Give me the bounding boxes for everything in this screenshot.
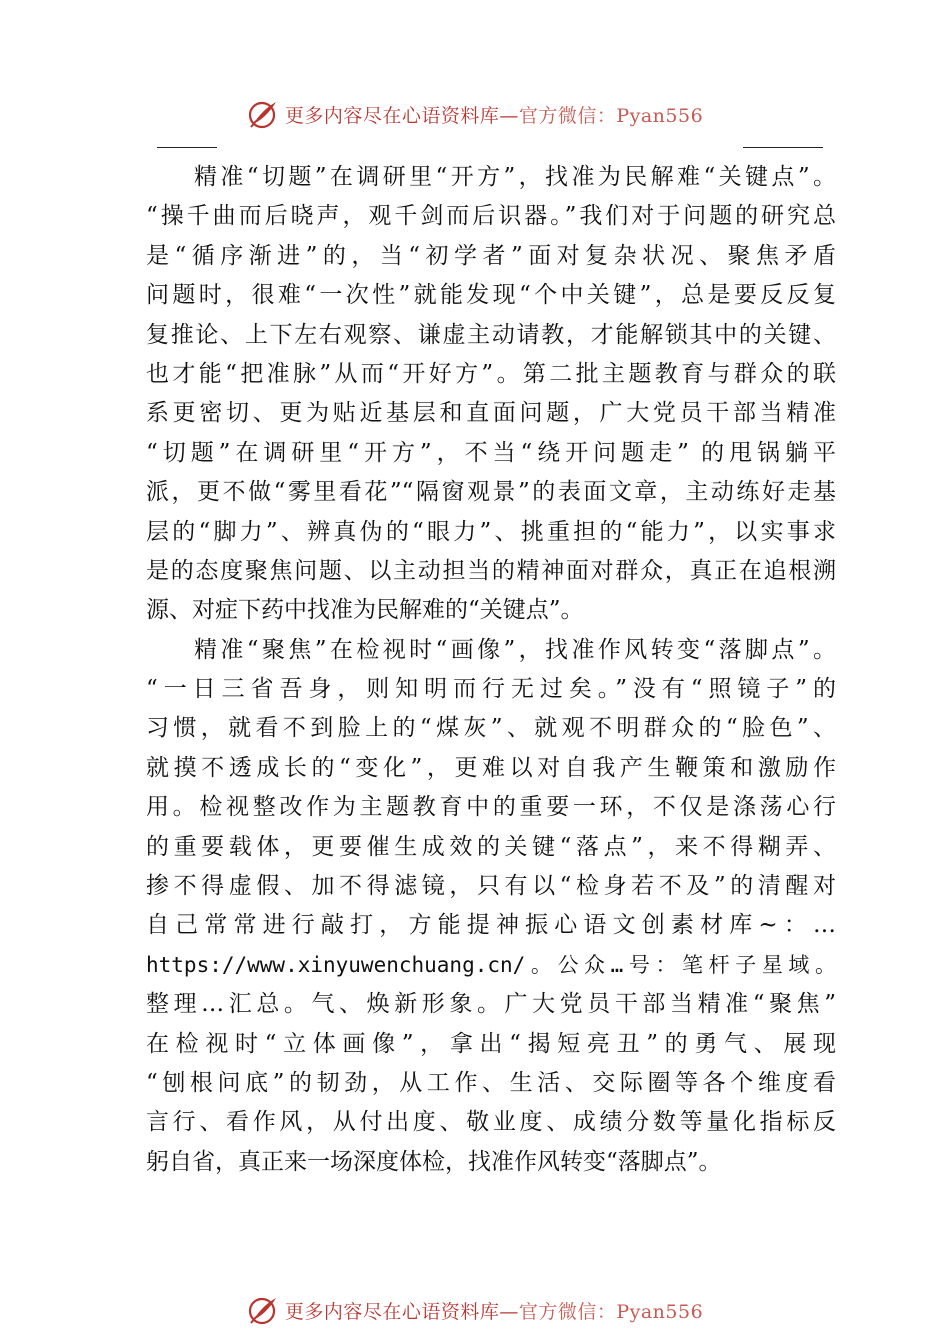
paragraph-1 xyxy=(146,158,836,631)
header-rule-left xyxy=(157,147,217,148)
banner-title: 更多内容尽在心语资料库— xyxy=(284,104,519,127)
text-line: “切题”在调研里“开方”，不当“绕开问题走” 的甩锅躺平 xyxy=(146,439,836,466)
text-line: 是“循序渐进”的，当“初学者”面对复杂状况、聚焦矛盾 xyxy=(146,242,836,269)
text-line: 掺不得虚假、加不得滤镜，只有以“检身若不及”的清醒对 xyxy=(146,873,836,900)
text-line: 精准“切题”在调研里“开方”，找准为民解难“关键点”。 xyxy=(194,164,836,190)
text-line: 整理…汇总。气、焕新形象。广大党员干部当精准“聚焦” xyxy=(146,991,836,1018)
text-line: 系更密切、更为贴近基层和直面问题，广大党员干部当精准 xyxy=(146,400,836,427)
text-line: 精准“聚焦”在检视时“画像”，找准作风转变“落脚点”。 xyxy=(194,636,836,663)
text-line: 的重要载体，更要催生成效的关键“落点”，来不得糊弄、 xyxy=(146,833,836,860)
text-line: 自己常常进行敲打，方能提神振心语文创素材库~：… xyxy=(146,912,836,939)
url-line: https://www.xinyuwenchuang.cn/。公众…号：笔杆子星域。 xyxy=(146,952,836,977)
paragraph-2 xyxy=(146,631,836,1182)
text-line: 派，更不做“雾里看花”“隔窗观景”的表面文章，主动练好走基 xyxy=(146,479,836,506)
text-line: 用。检视整改作为主题教育中的重要一环，不仅是涤荡心行 xyxy=(146,794,836,821)
banner-text xyxy=(285,101,703,128)
text-line: 言行、看作风，从付出度、敬业度、成绩分数等量化指标反 xyxy=(146,1109,836,1136)
banner-wechat: 官方微信：Pyan556 xyxy=(518,104,704,127)
text-line: 复推论、上下左右观察、谦虚主动请教，才能解锁其中的关键、 xyxy=(146,321,836,348)
footer-banner xyxy=(0,1290,950,1330)
text-line: 是的态度聚焦问题、以主动担当的精神面对群众，真正在追根溯 xyxy=(146,557,836,584)
text-line: “刨根问底”的韧劲，从工作、生活、交际圈等各个维度看 xyxy=(146,1069,836,1096)
text-line: 躬自省，真正来一场深度体检，找准作风转变“落脚点”。 xyxy=(146,1148,722,1175)
document-body xyxy=(146,158,836,1182)
text-line: 就摸不透成长的“变化”，更难以对自我产生鞭策和激励作 xyxy=(146,754,836,781)
header-banner xyxy=(0,94,950,134)
text-line: 在检视时“立体画像”，拿出“揭短亮丑”的勇气、展现 xyxy=(146,1030,836,1057)
header-rule-right xyxy=(743,147,823,148)
banner-wechat: 官方微信：Pyan556 xyxy=(518,1300,704,1323)
text-line: 习惯，就看不到脸上的“煤灰”、就观不明群众的“脸色”、 xyxy=(146,715,836,742)
text-line: 层的“脚力”、辨真伪的“眼力”、挑重担的“能力”，以实事求 xyxy=(146,518,836,545)
banner-text xyxy=(285,1297,703,1324)
text-line: 源、对症下药中找准为民解难的“关键点”。 xyxy=(146,597,584,624)
quill-logo-icon xyxy=(247,98,279,130)
text-line: 问题时，很难“一次性”就能发现“个中关键”，总是要反反复 xyxy=(146,282,836,309)
text-line: “操千曲而后晓声，观千剑而后识器。”我们对于问题的研究总 xyxy=(146,203,836,230)
quill-logo-icon xyxy=(247,1294,279,1326)
text-line: 也才能“把准脉”从而“开好方”。第二批主题教育与群众的联 xyxy=(146,360,836,387)
text-line: “一日三省吾身，则知明而行无过矣。”没有“照镜子”的 xyxy=(146,676,836,703)
banner-title: 更多内容尽在心语资料库— xyxy=(284,1300,519,1323)
